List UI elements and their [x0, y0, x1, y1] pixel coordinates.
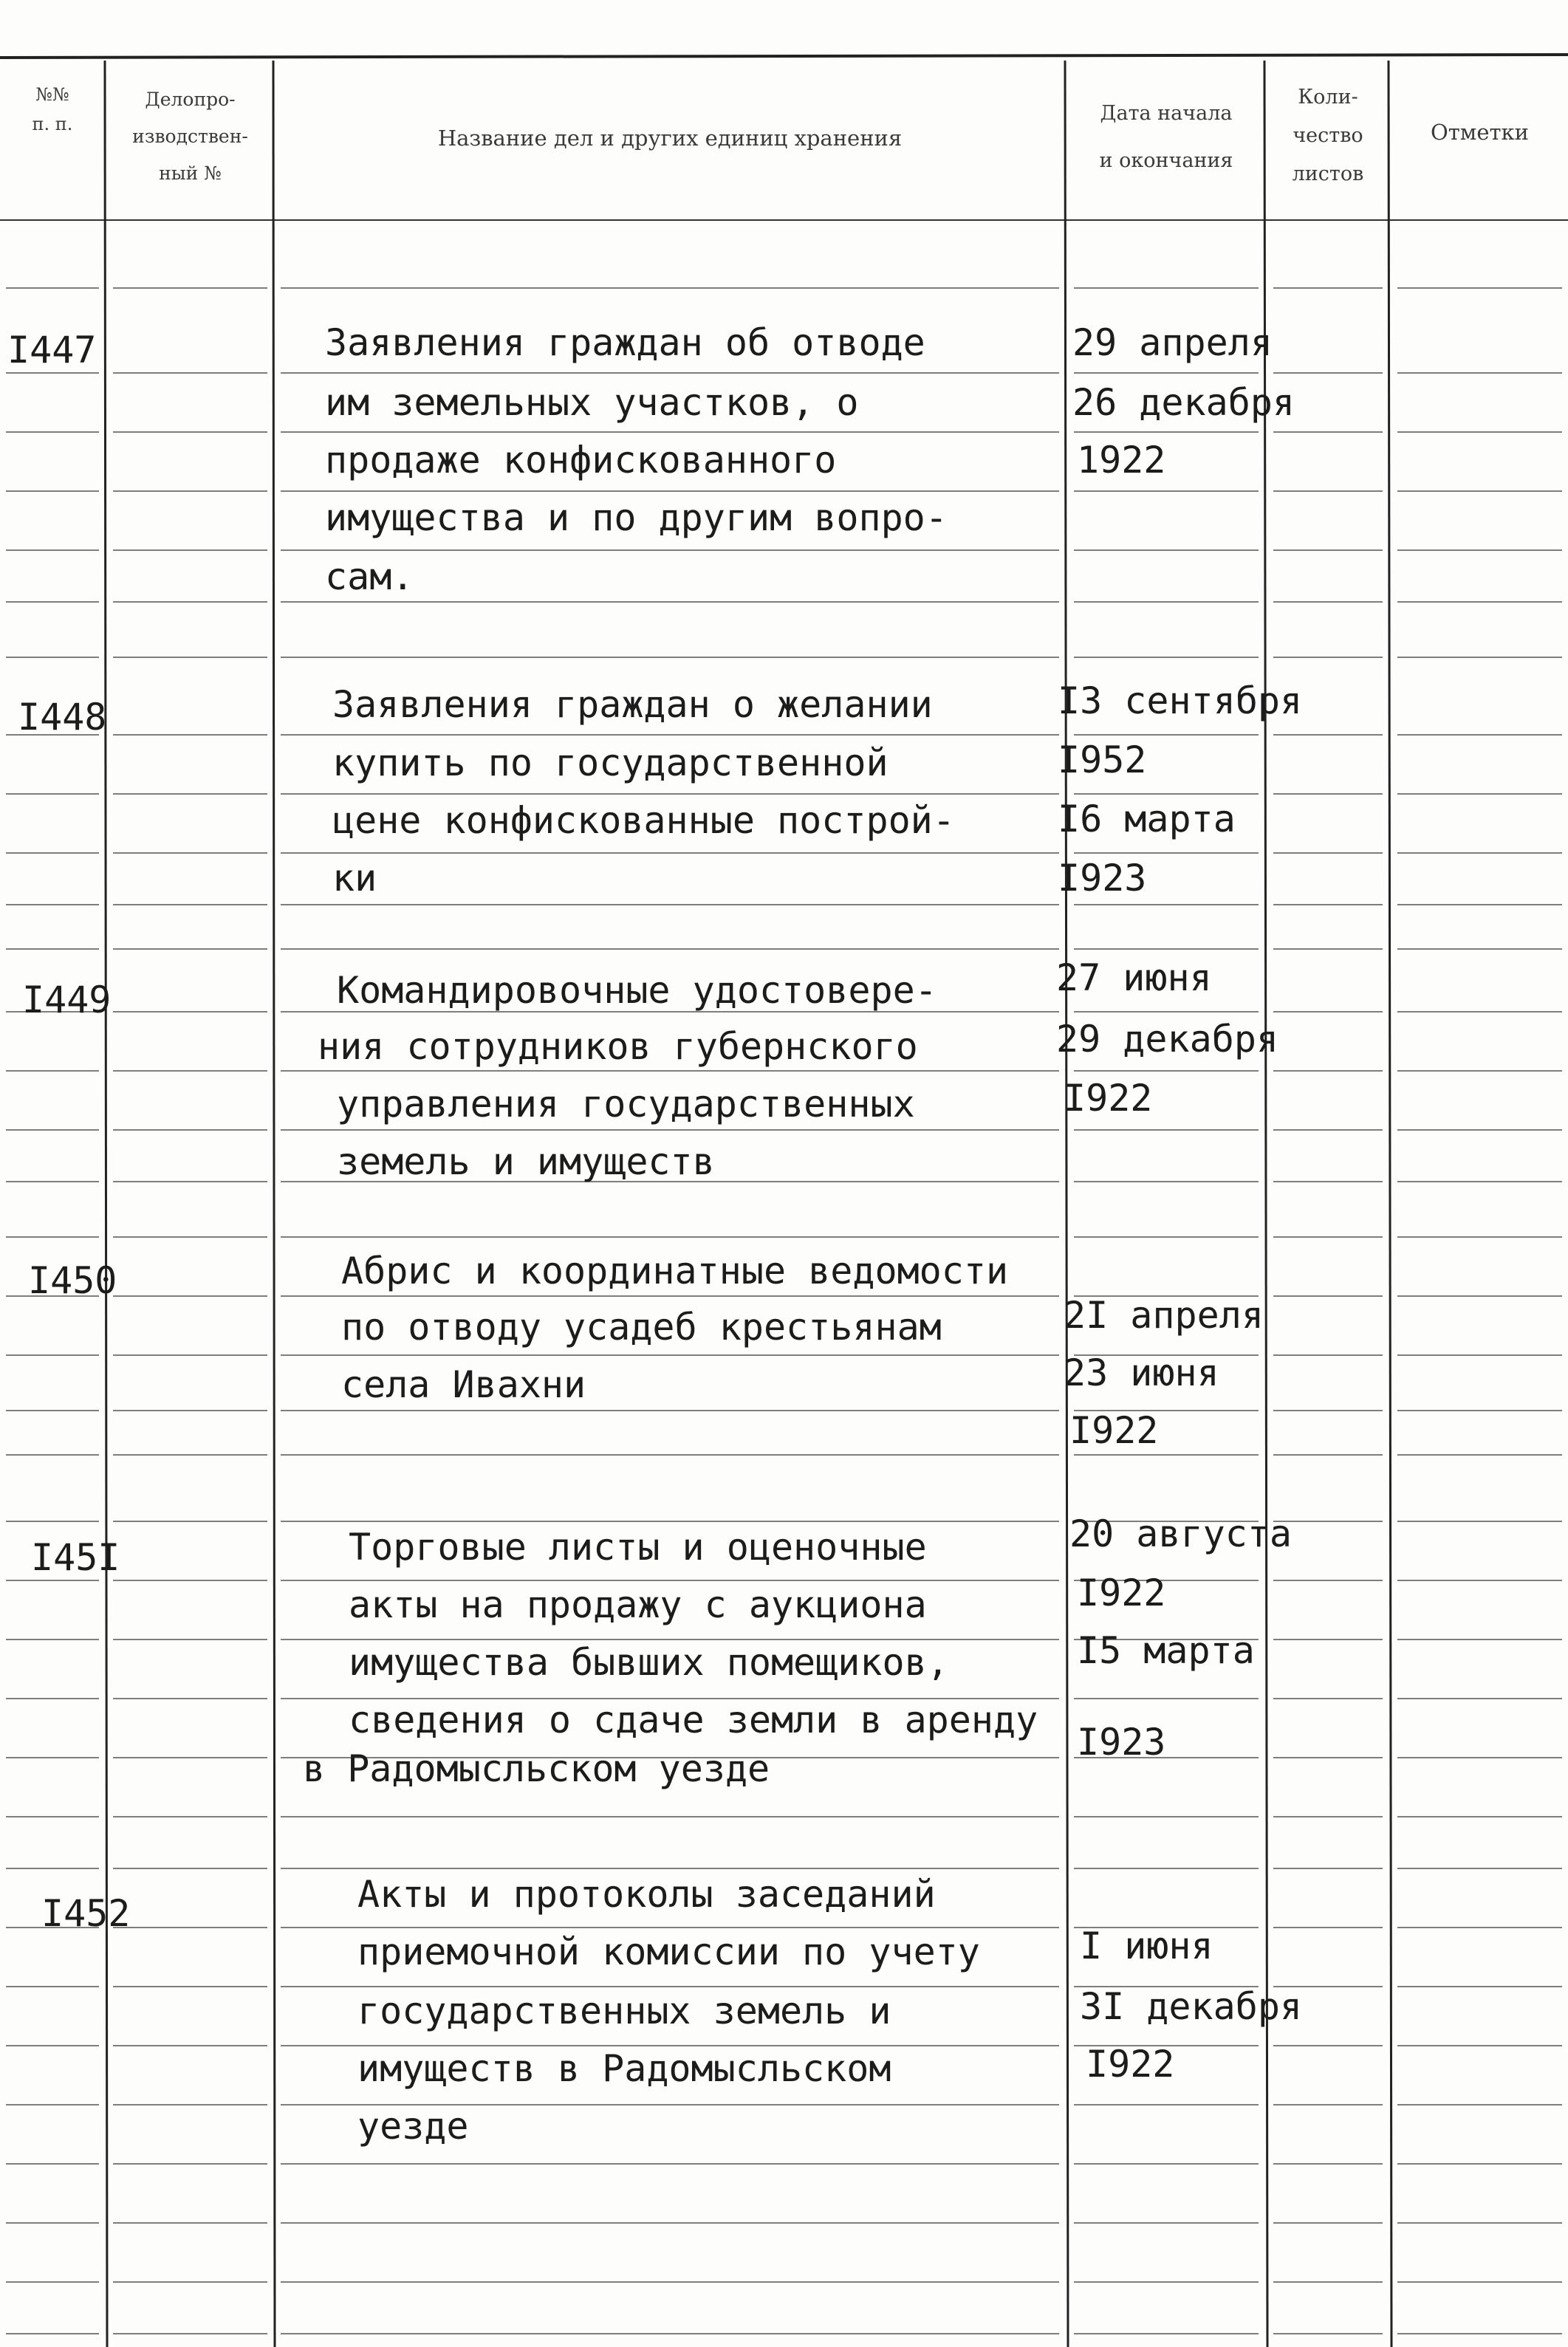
header-sheet-count-text: Коли- чество листов [1292, 86, 1364, 185]
entry-date-line: 23 июня [1064, 1351, 1219, 1394]
entry-title-line: акты на продажу с аукциона [349, 1583, 927, 1626]
header-title-text: Название дел и других единиц хранения [437, 126, 903, 151]
entry-number: I447 [7, 329, 97, 371]
entry-title-line: Акты и протоколы заседаний [357, 1873, 936, 1916]
entry-number: I448 [18, 696, 107, 739]
entry-title-line: ния сотрудников губернского [318, 1025, 918, 1068]
entry-number: I452 [41, 1892, 131, 1935]
entry-date-line: I922 [1077, 1572, 1166, 1614]
entry-date-line: 29 апреля [1072, 321, 1273, 364]
entry-date-line: 26 декабря [1072, 381, 1295, 424]
entry-date-line: I923 [1058, 857, 1147, 900]
entry-number: I450 [28, 1259, 117, 1302]
entry-title-line: приемочной комиссии по учету [357, 1930, 980, 1973]
entry-number: I449 [22, 979, 112, 1021]
entry-title-line: земель и имуществ [337, 1140, 715, 1183]
header-dates-text: Дата начала и окончания [1099, 102, 1233, 172]
entry-title-line: имуществ в Радомысльском [357, 2047, 891, 2090]
entry-title-line: уезде [357, 2105, 469, 2148]
header-number-text: №№ п. п. [32, 84, 73, 134]
entry-title-line: продаже конфискованного [325, 439, 837, 482]
entry-date-line: I922 [1064, 1077, 1153, 1120]
entry-date-line: I3 сентября [1058, 679, 1303, 722]
entry-number: I45I [31, 1536, 120, 1579]
entry-title-line: Торговые листы и оценочные [349, 1526, 927, 1569]
header-dates [1068, 90, 1264, 185]
entry-date-line: I июня [1080, 1925, 1213, 1967]
entry-date-line: I923 [1077, 1721, 1166, 1764]
entry-title-line: сведения о сдаче земли в аренду [349, 1699, 1038, 1741]
entry-title-line: села Ивахни [341, 1363, 586, 1406]
entry-title-line: Заявления граждан о желании [332, 683, 933, 726]
entry-date-line: I922 [1069, 1409, 1159, 1452]
entry-date-line: 1922 [1077, 439, 1166, 482]
entry-date-line: 27 июня [1056, 956, 1212, 999]
entry-date-line: I922 [1086, 2043, 1175, 2086]
entry-date-line: I5 марта [1077, 1629, 1255, 1672]
header-title [275, 120, 1065, 157]
entry-date-line: 3I декабря [1080, 1985, 1303, 2028]
header-notes [1391, 114, 1568, 151]
header-sheet-count [1267, 78, 1389, 193]
entry-title-line: Заявления граждан об отводе [325, 321, 925, 364]
header-number [0, 80, 105, 139]
entry-date-line: 29 декабря [1056, 1018, 1279, 1061]
entry-date-line: I6 марта [1058, 798, 1236, 840]
entry-title-line: цене конфискованные построй- [332, 799, 955, 842]
entry-title-line: по отводу усадеб крестьянам [341, 1306, 942, 1349]
header-case-number-text: Делопро- изводствен- ный № [132, 89, 248, 184]
entry-date-line: 20 августа [1069, 1512, 1293, 1555]
entry-title-line: ки [332, 857, 377, 900]
entry-title-line: управления государственных [337, 1083, 915, 1125]
entry-title-line: в Радомысльском уезде [303, 1747, 770, 1790]
entry-title-line: сам. [325, 555, 414, 598]
entry-title-line: Абрис и координатные ведомости [341, 1250, 1009, 1292]
entry-title-line: имущества и по другим вопро- [325, 496, 948, 539]
entry-title-line: государственных земель и [357, 1990, 891, 2032]
entry-date-line: 2I апреля [1064, 1294, 1264, 1337]
entry-date-line: I952 [1058, 739, 1147, 781]
header-case-number [107, 81, 273, 192]
entry-title-line: купить по государственной [332, 741, 889, 784]
header-notes-text: Отметки [1430, 120, 1530, 145]
entry-title-line: им земельных участков, о [325, 381, 859, 424]
entry-title-line: Командировочные удостовере- [337, 969, 937, 1012]
entry-title-line: имущества бывших помещиков, [349, 1641, 949, 1684]
